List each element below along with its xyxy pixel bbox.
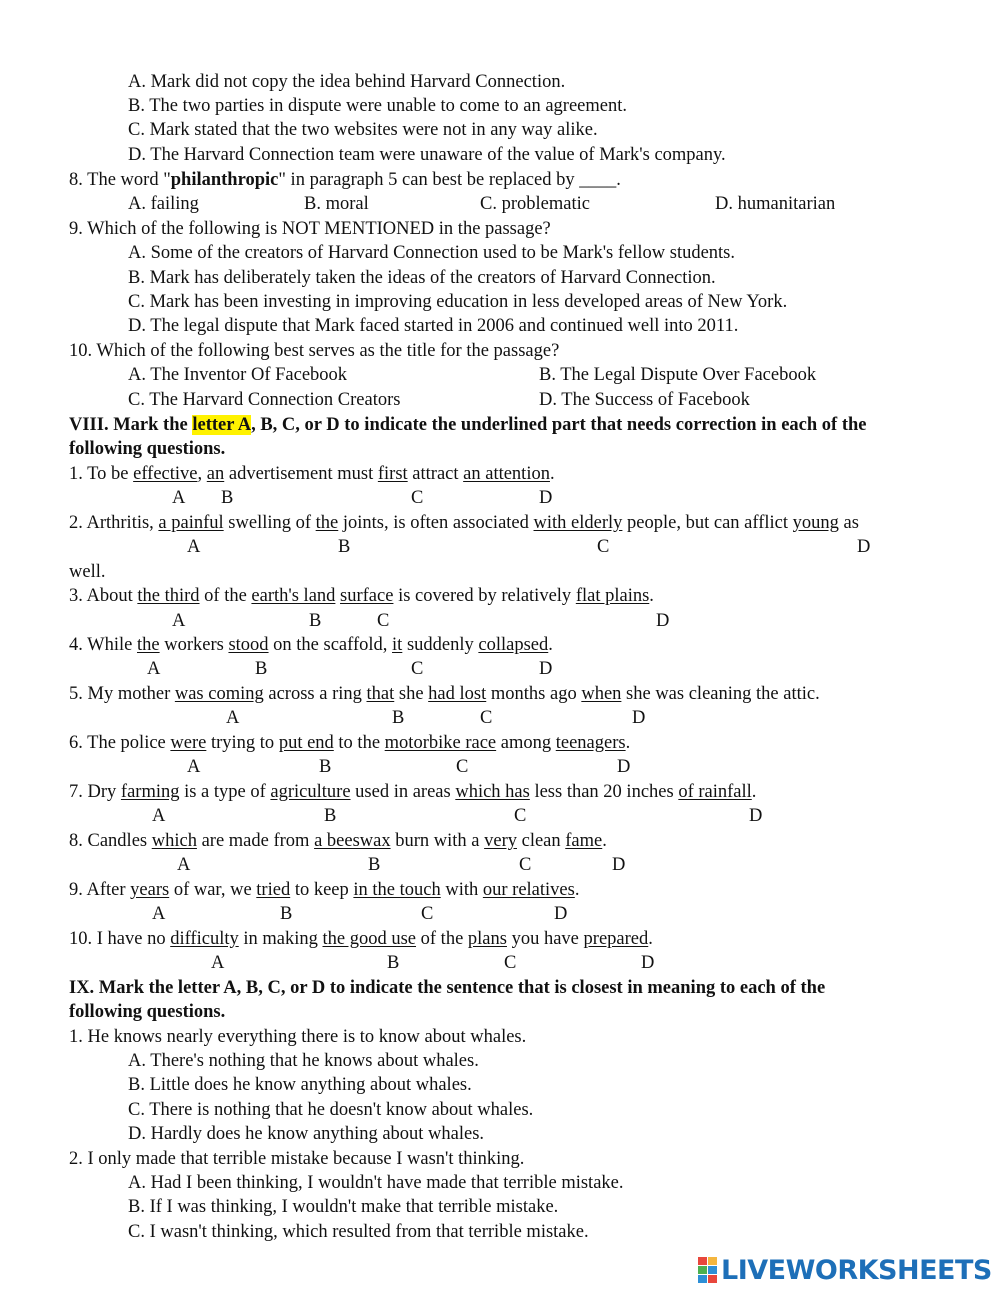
option-letter-d: D <box>749 806 763 826</box>
option-letter-d: D <box>612 855 626 875</box>
q8-option-c: C. problematic <box>480 194 590 214</box>
error-sentence-6: 6. The police were trying to put end to the motorbike race among teenagers. <box>69 733 631 753</box>
option-letter-b: B <box>387 953 400 973</box>
option-letter-a: A <box>226 708 240 728</box>
option-letter-c: C <box>519 855 532 875</box>
option-letter-b: B <box>392 708 405 728</box>
option-letter-a: A <box>152 904 166 924</box>
option-letter-a: A <box>187 537 201 557</box>
option-letter-d: D <box>857 537 871 557</box>
q10-option-c: C. The Harvard Connection Creators <box>128 390 401 410</box>
q10-option-b: B. The Legal Dispute Over Facebook <box>539 365 817 385</box>
option-letter-c: C <box>504 953 517 973</box>
q7-option-d: D. The Harvard Connection team were unaware of the value of Mark's company. <box>128 145 726 165</box>
rewrite-q2-stem: 2. I only made that terrible mistake because I wasn't thinking. <box>69 1149 525 1169</box>
q9-option-c: C. Mark has been investing in improving education in less developed areas of New York. <box>128 292 788 312</box>
option-letter-b: B <box>309 611 322 631</box>
error-sentence-5: 5. My mother was coming across a ring that she had lost months ago when she was cleaning the attic. <box>69 684 820 704</box>
q9-option-b: B. Mark has deliberately taken the ideas of the creators of Harvard Connection. <box>128 268 716 288</box>
section-9-heading-line2: following questions. <box>69 1002 226 1022</box>
q10-stem: 10. Which of the following best serves as the title for the passage? <box>69 341 560 361</box>
option-letter-a: A <box>172 488 186 508</box>
option-letter-d: D <box>632 708 646 728</box>
q9-option-a: A. Some of the creators of Harvard Connection used to be Mark's fellow students. <box>128 243 736 263</box>
option-letter-b: B <box>324 806 337 826</box>
option-letter-d: D <box>656 611 670 631</box>
highlighted-text: letter A <box>192 415 252 435</box>
q7-option-b: B. The two parties in dispute were unable to come to an agreement. <box>128 96 628 116</box>
error-sentence-10: 10. I have no difficulty in making the good use of the plans you have prepared. <box>69 929 653 949</box>
rewrite-q2-option-c: C. I wasn't thinking, which resulted from that terrible mistake. <box>128 1222 589 1242</box>
error-sentence-2: 2. Arthritis, a painful swelling of the joints, is often associated with elderly people, but can afflict young as <box>69 513 859 533</box>
option-letter-d: D <box>617 757 631 777</box>
option-letter-b: B <box>338 537 351 557</box>
option-letter-c: C <box>480 708 493 728</box>
rewrite-q1-option-c: C. There is nothing that he doesn't know about whales. <box>128 1100 534 1120</box>
option-letter-a: A <box>211 953 225 973</box>
logo-blocks-icon <box>698 1257 717 1283</box>
option-letter-d: D <box>554 904 568 924</box>
error-sentence-2-continued: well. <box>69 562 106 582</box>
q7-option-c: C. Mark stated that the two websites were not in any way alike. <box>128 120 598 140</box>
option-letter-d: D <box>539 659 553 679</box>
q9-stem: 9. Which of the following is NOT MENTIONED in the passage? <box>69 219 551 239</box>
option-letter-b: B <box>255 659 268 679</box>
error-sentence-3: 3. About the third of the earth's land surface is covered by relatively flat plains. <box>69 586 654 606</box>
option-letter-d: D <box>539 488 553 508</box>
error-sentence-1: 1. To be effective, an advertisement must first attract an attention. <box>69 464 555 484</box>
q8-option-a: A. failing <box>128 194 199 214</box>
rewrite-q1-stem: 1. He knows nearly everything there is to know about whales. <box>69 1027 527 1047</box>
option-letter-c: C <box>597 537 610 557</box>
error-sentence-9: 9. After years of war, we tried to keep in the touch with our relatives. <box>69 880 580 900</box>
option-letter-c: C <box>411 488 424 508</box>
option-letter-c: C <box>411 659 424 679</box>
section-8-heading: VIII. Mark the letter A, B, C, or D to indicate the underlined part that needs correction in each of the <box>69 415 867 435</box>
q8-option-d: D. humanitarian <box>715 194 836 214</box>
rewrite-q1-option-a: A. There's nothing that he knows about whales. <box>128 1051 479 1071</box>
q10-option-d: D. The Success of Facebook <box>539 390 750 410</box>
rewrite-q2-option-a: A. Had I been thinking, I wouldn't have made that terrible mistake. <box>128 1173 624 1193</box>
section-9-heading: IX. Mark the letter A, B, C, or D to indicate the sentence that is closest in meaning to each of the <box>69 978 826 998</box>
logo-text: LIVEWORKSHEETS <box>721 1254 992 1286</box>
liveworksheets-logo <box>698 1252 994 1288</box>
option-letter-a: A <box>147 659 161 679</box>
option-letter-c: C <box>377 611 390 631</box>
option-letter-b: B <box>319 757 332 777</box>
q7-option-a: A. Mark did not copy the idea behind Harvard Connection. <box>128 72 566 92</box>
option-letter-b: B <box>221 488 234 508</box>
option-letter-a: A <box>172 611 186 631</box>
option-letter-d: D <box>641 953 655 973</box>
option-letter-c: C <box>514 806 527 826</box>
option-letter-b: B <box>368 855 381 875</box>
option-letter-a: A <box>177 855 191 875</box>
q9-option-d: D. The legal dispute that Mark faced started in 2006 and continued well into 2011. <box>128 316 739 336</box>
q8-option-b: B. moral <box>304 194 369 214</box>
rewrite-q1-option-b: B. Little does he know anything about whales. <box>128 1075 472 1095</box>
rewrite-q2-option-b: B. If I was thinking, I wouldn't make that terrible mistake. <box>128 1197 559 1217</box>
error-sentence-4: 4. While the workers stood on the scaffold, it suddenly collapsed. <box>69 635 553 655</box>
option-letter-a: A <box>187 757 201 777</box>
option-letter-c: C <box>456 757 469 777</box>
option-letter-c: C <box>421 904 434 924</box>
rewrite-q1-option-d: D. Hardly does he know anything about whales. <box>128 1124 485 1144</box>
q10-option-a: A. The Inventor Of Facebook <box>128 365 348 385</box>
option-letter-a: A <box>152 806 166 826</box>
error-sentence-7: 7. Dry farming is a type of agriculture used in areas which has less than 20 inches of rainfall. <box>69 782 757 802</box>
option-letter-b: B <box>280 904 293 924</box>
error-sentence-8: 8. Candles which are made from a beeswax burn with a very clean fame. <box>69 831 607 851</box>
q8-stem: 8. The word "philanthropic" in paragraph 5 can best be replaced by ____. <box>69 170 621 190</box>
section-8-heading-line2: following questions. <box>69 439 226 459</box>
